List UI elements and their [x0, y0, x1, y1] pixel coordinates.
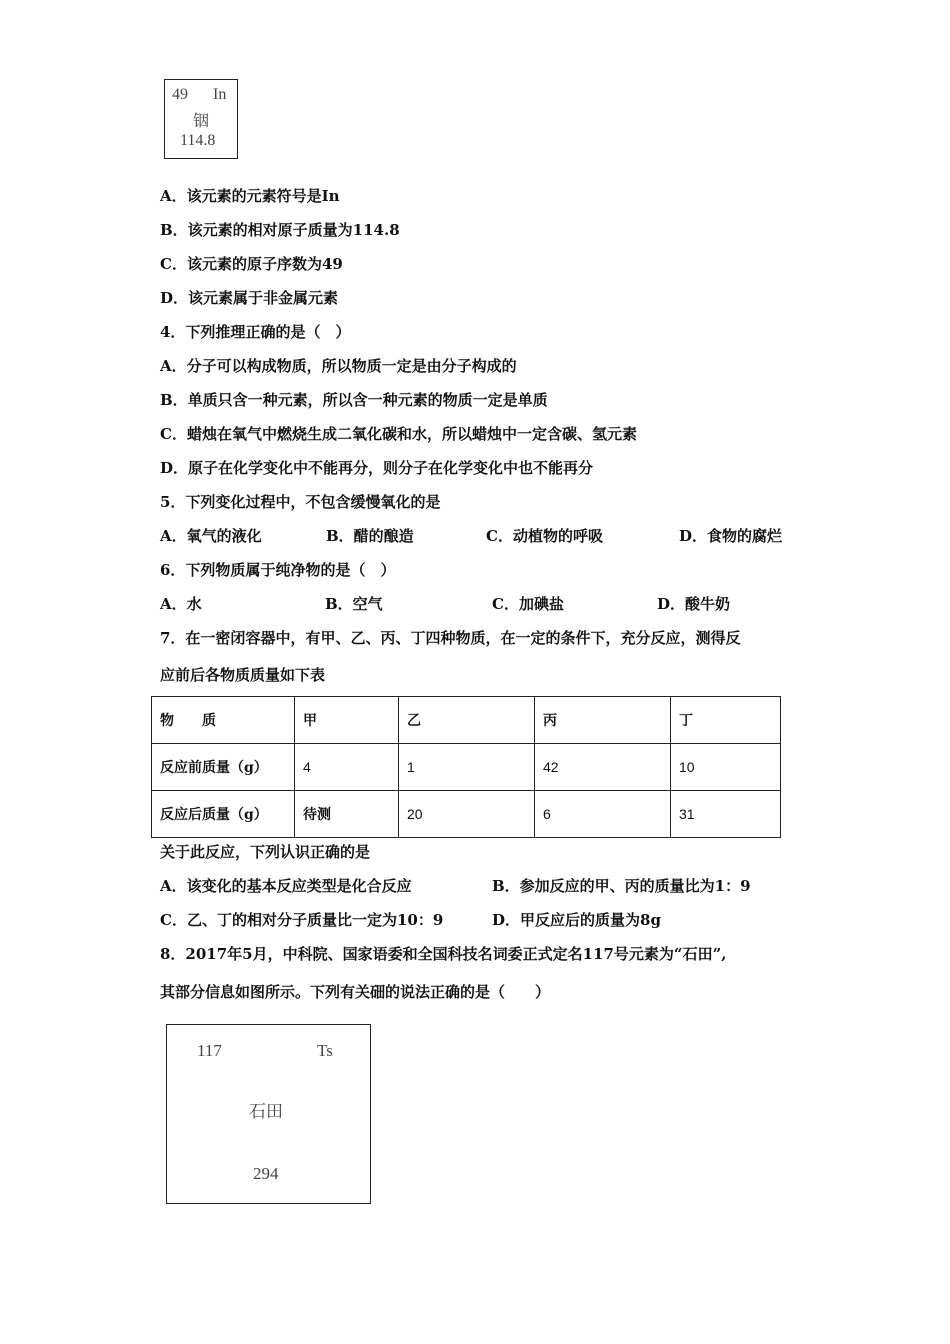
table-header-cell: 丁: [671, 697, 781, 744]
table-cell: 6: [535, 791, 671, 838]
q7-stem-line2: 应前后各物质质量如下表: [160, 666, 326, 684]
table-header-cell: 丙: [535, 697, 671, 744]
table-cell: 4: [295, 744, 399, 791]
q7-option-a: A．该变化的基本反应类型是化合反应: [160, 877, 412, 895]
q3-option-d: D．该元素属于非金属元素: [160, 289, 339, 307]
q6-option-a: A．水: [160, 595, 202, 613]
table-row: [152, 791, 781, 838]
table-cell: 31: [671, 791, 781, 838]
table-header-cell: 甲: [295, 697, 399, 744]
q4-option-b: B．单质只含一种元素，所以含一种元素的物质一定是单质: [160, 391, 548, 409]
mass-table: [151, 696, 781, 838]
atomic-number: 49: [172, 86, 188, 103]
q7-option-b: B．参加反应的甲、丙的质量比为1：9: [492, 877, 751, 895]
q7-after-table: 关于此反应，下列认识正确的是: [160, 843, 371, 861]
q5-option-a: A．氧气的液化: [160, 527, 262, 545]
table-row: [152, 744, 781, 791]
q5-option-c: C．动植物的呼吸: [486, 527, 603, 545]
q6-option-d: D．酸牛奶: [657, 595, 731, 613]
q3-option-c: C．该元素的原子序数为49: [160, 255, 343, 273]
q3-option-a: A．该元素的元素符号是In: [160, 187, 340, 205]
q7-stem-line1: 7．在一密闭容器中，有甲、乙、丙、丁四种物质，在一定的条件下，充分反应，测得反: [160, 629, 741, 647]
q4-option-c: C．蜡烛在氧气中燃烧生成二氧化碳和水，所以蜡烛中一定含碳、氢元素: [160, 425, 637, 443]
q8-stem-line2: 其部分信息如图所示。下列有关鿬的说法正确的是（ ）: [160, 983, 551, 1001]
atomic-number: 117: [197, 1041, 222, 1060]
q4-option-d: D．原子在化学变化中不能再分，则分子在化学变化中也不能再分: [160, 459, 594, 477]
q5-stem: 5．下列变化过程中，不包含缓慢氧化的是: [160, 493, 441, 511]
q4-option-a: A．分子可以构成物质，所以物质一定是由分子构成的: [160, 357, 517, 375]
element-symbol: Ts: [317, 1041, 333, 1060]
q6-option-b: B．空气: [325, 595, 383, 613]
atomic-mass: 114.8: [180, 132, 216, 149]
table-header-cell: 乙: [399, 697, 535, 744]
table-cell: 10: [671, 744, 781, 791]
q4-stem: 4．下列推理正确的是（ ）: [160, 323, 351, 341]
element-name: 石田: [249, 1102, 283, 1122]
table-header-cell: 物 质: [152, 697, 295, 744]
q7-option-c: C．乙、丁的相对分子质量比一定为10：9: [160, 911, 444, 929]
table-cell: 反应后质量（g）: [152, 791, 295, 838]
table-header-row: [152, 697, 781, 744]
element-card-tennessine: [166, 1024, 371, 1204]
element-card-indium: [164, 79, 238, 159]
table-cell: 42: [535, 744, 671, 791]
q3-option-b: B．该元素的相对原子质量为114.8: [160, 221, 400, 239]
element-name: 铟: [193, 111, 210, 130]
atomic-mass: 294: [253, 1164, 279, 1183]
q7-option-d: D．甲反应后的质量为8g: [492, 911, 661, 929]
table-cell: 20: [399, 791, 535, 838]
table-cell: 1: [399, 744, 535, 791]
q5-option-d: D．食物的腐烂: [679, 527, 783, 545]
table-cell: 待测: [295, 791, 399, 838]
q6-option-c: C．加碘盐: [492, 595, 564, 613]
q8-stem-line1: 8．2017年5月，中科院、国家语委和全国科技名词委正式定名117号元素为“石田”,: [160, 945, 727, 963]
table-cell: 反应前质量（g）: [152, 744, 295, 791]
q6-stem: 6．下列物质属于纯净物的是（ ）: [160, 561, 396, 579]
q5-option-b: B．醋的酿造: [326, 527, 414, 545]
element-symbol: In: [213, 86, 227, 103]
